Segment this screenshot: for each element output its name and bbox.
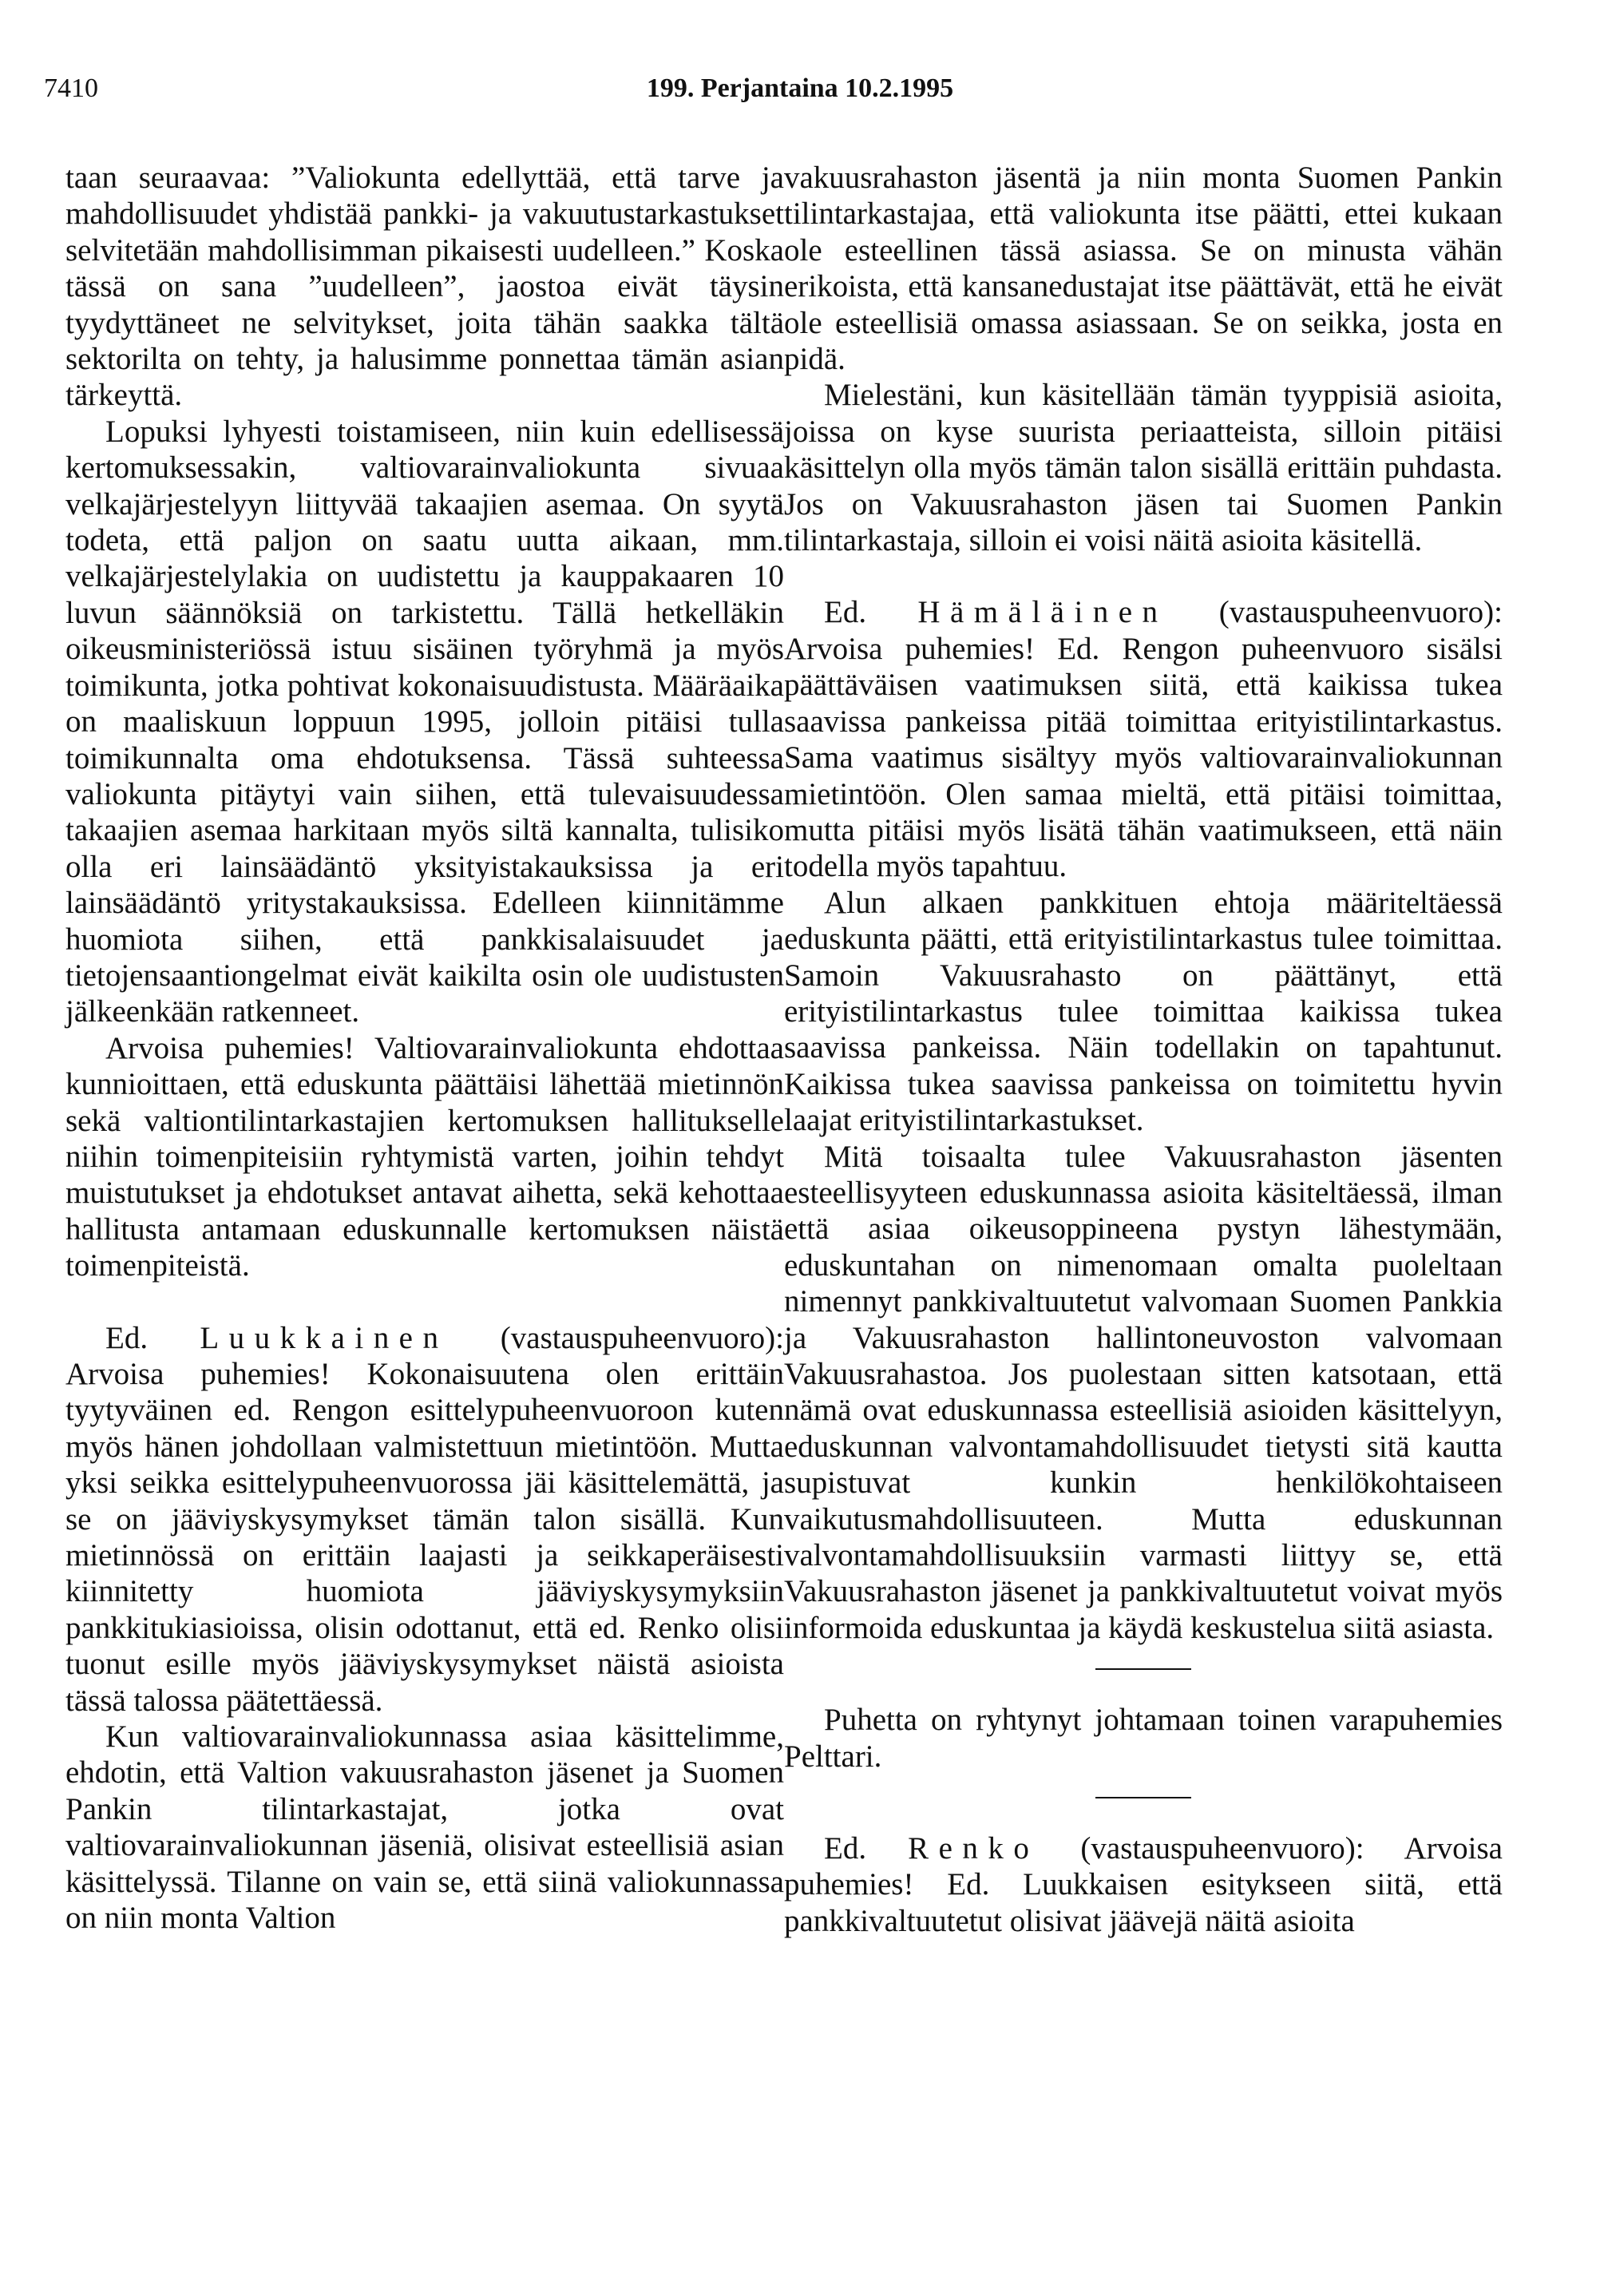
paragraph: Mielestäni, kun käsitellään tämän tyyppisiä asioita, joissa on kyse suurista periaatteista, silloin pitäisi käsittelyn olla myös tämän talon sisällä erittäin puhdasta. Jos on Vakuusrahaston jäsen tai Suomen Pankin tilintarkastaja, silloin ei voisi näitä asioita käsitellä.	[784, 378, 1503, 558]
paragraph: Lopuksi lyhyesti toistamiseen, niin kuin edellisessä kertomuksessakin, valtiovarainvaliokunta sivuaa velkajärjestelyyn liittyvää takaajien asemaa. On syytä todeta, että paljon on saatu uutta aikaan, mm. velkajärjestelylakia on uudistettu ja kauppakaaren 10 luvun säännöksiä on tarkistettu. Tällä hetkelläkin oikeusministeriössä istuu sisäinen työryhmä ja myös toimikunta, jotka pohtivat kokonaisuudistusta. Määräaika on maaliskuun loppuun 1995, jolloin pitäisi tulla toimikunnalta oma ehdotuksensa. Tässä suhteessa valiokunta pitäytyi vain siihen, että tulevaisuudessa takaajien asemaa harkitaan myös siltä kannalta, tulisiko olla eri lainsäädäntö yksityistakauksissa ja eri lainsäädäntö yritystakauksissa. Edelleen kiinnitämme huomiota siihen, että pankkisalaisuudet ja tietojensaantiongelmat eivät kaikilta osin ole uudistusten jälkeenkään ratkenneet.	[65, 414, 784, 1029]
chair-note: Puhetta on ryhtynyt johtamaan toinen varapuhemies Pelttari.	[784, 1703, 1503, 1774]
speaker-name: Renko	[908, 1831, 1040, 1866]
paragraph: Mitä toisaalta tulee Vakuusrahaston jäsenten esteellisyyteen eduskunnassa asioita käsiteltäessä, ilman että asiaa oikeusoppineena pystyn lähestymään, eduskuntahan on nimenomaan omalta puoleltaan nimennyt pankkivaltuutetut valvomaan Suomen Pankkia ja Vakuusrahaston hallintoneuvoston valvomaan Vakuusrahastoa. Jos puolestaan sitten katsotaan, että nämä ovat eduskunnassa esteellisiä asioiden käsittelyyn, eduskunnan valvontamahdollisuudet tietysti sitä kautta supistuvat kunkin henkilökohtaiseen vaikutusmahdollisuuteen. Mutta eduskunnan valvontamahdollisuuksiin varmasti liittyy se, että Vakuusrahaston jäsenet ja pankkivaltuutetut voivat myös informoida eduskuntaa ja käydä keskustelua siitä asiasta.	[784, 1139, 1503, 1645]
paragraph: Alun alkaen pankkituen ehtoja määriteltäessä eduskunta päätti, että erityistilintarkastus tulee toimittaa. Samoin Vakuusrahasto on päättänyt, että erityistilintarkastus tulee toimittaa kaikissa tukea saavissa pankeissa. Näin todellakin on tapahtunut. Kaikissa tukea saavissa pankeissa on toimitettu hyvin laajat erityistilintarkastukset.	[784, 885, 1503, 1138]
speaker-prefix: Ed.	[105, 1320, 200, 1355]
right-column	[784, 160, 1503, 1939]
speech-hamalainen	[784, 594, 1503, 884]
page-number: 7410	[44, 73, 98, 103]
speech-text: (vastauspuheenvuoro): Arvoisa puhemies! Ed. Luukkaisen esitykseen siitä, että pankkivaltuutetut olisivat jäävejä näitä asioita	[784, 1831, 1503, 1938]
separator-rule	[1095, 1668, 1191, 1670]
speech-luukkainen	[65, 1320, 784, 1719]
speaker-name: Hämäläinen	[917, 595, 1168, 630]
speaker-prefix: Ed.	[824, 595, 918, 630]
paragraph: taan seuraavaa: ”Valiokunta edellyttää, että tarve ja mahdollisuudet yhdistää pankki- ja vakuutustarkastukset selvitetään mahdollisimman pikaisesti uudelleen.” Koska tässä on sana ”uudelleen”, jaostoa eivät täysin tyydyttäneet ne selvitykset, joita tähän saakka tältä sektorilta on tehty, ja halusimme ponnettaa tämän asian tärkeyttä.	[65, 161, 784, 413]
left-column	[65, 160, 784, 1937]
speech-text: (vastauspuheenvuoro): Arvoisa puhemies! Kokonaisuutena olen erittäin tyytyväinen ed. Rengon esittelypuheenvuoroon kuten myös hänen johdollaan valmistettuun mietintöön. Mutta yksi seikka esittelypuheenvuorossa jäi käsittelemättä, ja se on jääviyskysymykset tämän talon sisällä. Kun mietinnössä on erittäin laajasti ja seikkaperäisesti kiinnitetty huomiota jääviyskysymyksiin pankkitukiasioissa, olisin odottanut, että ed. Renko olisi tuonut esille myös jääviyskysymykset näistä asioista tässä talossa päätettäessä.	[65, 1320, 784, 1718]
speaker-name: Luukkainen	[200, 1320, 449, 1355]
paragraph: Kun valtiovarainvaliokunnassa asiaa käsittelimme, ehdotin, että Valtion vakuusrahaston jäsenet ja Suomen Pankin tilintarkastajat, jotka ovat valtiovarainvaliokunnan jäseniä, olisivat esteellisiä asian käsittelyssä. Tilanne on vain se, että siinä valiokunnassa on niin monta Valtion	[65, 1719, 784, 1936]
paragraph: Arvoisa puhemies! Valtiovarainvaliokunta ehdottaa kunnioittaen, että eduskunta päättäisi lähettää mietinnön sekä valtiontilintarkastajien kertomuksen hallitukselle niihin toimenpiteisiin ryhtymistä varten, joihin tehdyt muistutukset ja ehdotukset antavat aihetta, sekä kehottaa hallitusta antamaan eduskunnalle kertomuksen näistä toimenpiteistä.	[65, 1030, 784, 1283]
speaker-prefix: Ed.	[824, 1831, 909, 1866]
paragraph: vakuusrahaston jäsentä ja niin monta Suomen Pankin tilintarkastajaa, että valiokunta itse päätti, ettei kukaan ole esteellinen tässä asiassa. Se on minusta vähän erikoista, että kansanedustajat itse päättävät, että he eivät ole esteellisiä omassa asiassaan. Se on seikka, josta en pidä.	[784, 161, 1503, 377]
speech-text: (vastauspuheenvuoro): Arvoisa puhemies! Ed. Rengon puheenvuoro sisälsi päättäväisen vaatimuksen siitä, että kaikissa tukea saavissa pankeissa pitää toimittaa erityistilintarkastus. Sama vaatimus sisältyy myös valtiovarainvaliokunnan mietintöön. Olen samaa mieltä, että pitäisi toimittaa, mutta pitäisi myös lisätä tähän vaatimukseen, että näin todella myös tapahtuu.	[784, 595, 1503, 884]
speech-renko	[784, 1830, 1503, 1939]
running-head: 199. Perjantaina 10.2.1995	[646, 73, 954, 103]
separator-rule	[1095, 1797, 1191, 1798]
